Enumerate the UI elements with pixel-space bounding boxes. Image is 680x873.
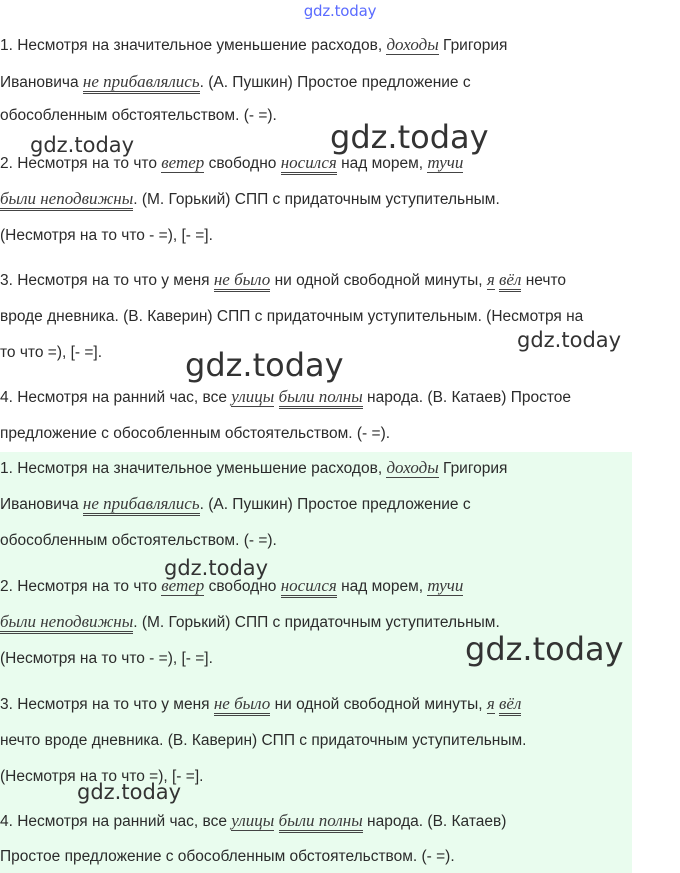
sentence-2-line-1: 2. Несмотря на то что ветер свободно носился над морем, тучи: [0, 151, 463, 175]
predicate: были полны: [279, 811, 363, 833]
watermark: gdz.today: [30, 133, 135, 157]
site-header[interactable]: gdz.today: [303, 2, 377, 20]
sentence-4-line-2: предложение с обособленным обстоятельством. (- =).: [0, 425, 391, 442]
sentence-3-line-2: вроде дневника. (В. Каверин) СПП с придаточным уступительным. (Несмотря на: [0, 308, 584, 325]
sentence-3-line-1: 3. Несмотря на то что у меня не было ни одной свободной минуты, я вёл нечто: [0, 268, 566, 292]
sentence-4-line-1: 4. Несмотря на ранний час, все улицы были полны народа. (В. Катаев) Простое: [0, 385, 571, 409]
predicate: не прибавлялись: [83, 494, 200, 516]
subject: ветер: [161, 576, 205, 595]
subject: тучи: [427, 576, 464, 595]
subject: я: [486, 694, 495, 713]
sentence-2-line-2: были неподвижны. (М. Горький) СПП с придаточным уступительным.: [0, 187, 500, 211]
predicate: носился: [281, 576, 337, 598]
predicate: не прибавлялись: [83, 72, 200, 94]
sentence-2-line-2: были неподвижны. (М. Горький) СПП с придаточным уступительным.: [0, 610, 500, 634]
sentence-3-line-3: то что =), [- =].: [0, 344, 103, 361]
sentence-1-line-3: обособленным обстоятельством. (- =).: [0, 532, 277, 549]
predicate: были неподвижны: [0, 189, 133, 211]
sentence-3-line-1: 3. Несмотря на то что у меня не было ни одной свободной минуты, я вёл: [0, 692, 521, 716]
sentence-1-line-1: 1. Несмотря на значительное уменьшение расходов, доходы Григория: [0, 458, 508, 477]
subject: улицы: [231, 387, 275, 406]
watermark: gdz.today: [517, 328, 622, 352]
watermark: gdz.today: [164, 556, 269, 580]
predicate: не было: [214, 694, 270, 716]
subject: улицы: [231, 811, 275, 830]
sentence-3-line-2: нечто вроде дневника. (В. Каверин) СПП с придаточным уступительным.: [0, 732, 527, 749]
watermark: gdz.today: [330, 118, 489, 156]
subject: тучи: [427, 153, 464, 172]
subject: доходы: [386, 35, 439, 54]
watermark: gdz.today: [185, 346, 344, 384]
sentence-1-line-1: 1. Несмотря на значительное уменьшение расходов, доходы Григория: [0, 35, 508, 54]
sentence-4-line-1: 4. Несмотря на ранний час, все улицы были полны народа. (В. Катаев): [0, 809, 506, 833]
predicate: не было: [214, 270, 270, 292]
watermark: gdz.today: [465, 630, 624, 668]
subject: я: [486, 270, 495, 289]
predicate: вёл: [499, 270, 521, 292]
sentence-3-line-3: (Несмотря на то что =), [- =].: [0, 768, 204, 785]
sentence-2-line-3: (Несмотря на то что - =), [- =].: [0, 227, 213, 244]
predicate: вёл: [499, 694, 521, 716]
sentence-1-line-3: обособленным обстоятельством. (- =).: [0, 107, 277, 124]
sentence-1-line-2: Ивановича не прибавлялись. (А. Пушкин) Простое предложение с: [0, 492, 471, 516]
predicate: носился: [281, 153, 337, 175]
sentence-4-line-2: Простое предложение с обособленным обстоятельством. (- =).: [0, 848, 455, 865]
sentence-2-line-3: (Несмотря на то что - =), [- =].: [0, 650, 213, 667]
sentence-1-line-2: Ивановича не прибавлялись. (А. Пушкин) Простое предложение с: [0, 70, 471, 94]
sentence-2-line-1: 2. Несмотря на то что ветер свободно носился над морем, тучи: [0, 574, 463, 598]
predicate: были неподвижны: [0, 612, 133, 634]
subject: доходы: [386, 458, 439, 477]
watermark: gdz.today: [77, 780, 182, 804]
subject: ветер: [161, 153, 205, 172]
predicate: были полны: [279, 387, 363, 409]
